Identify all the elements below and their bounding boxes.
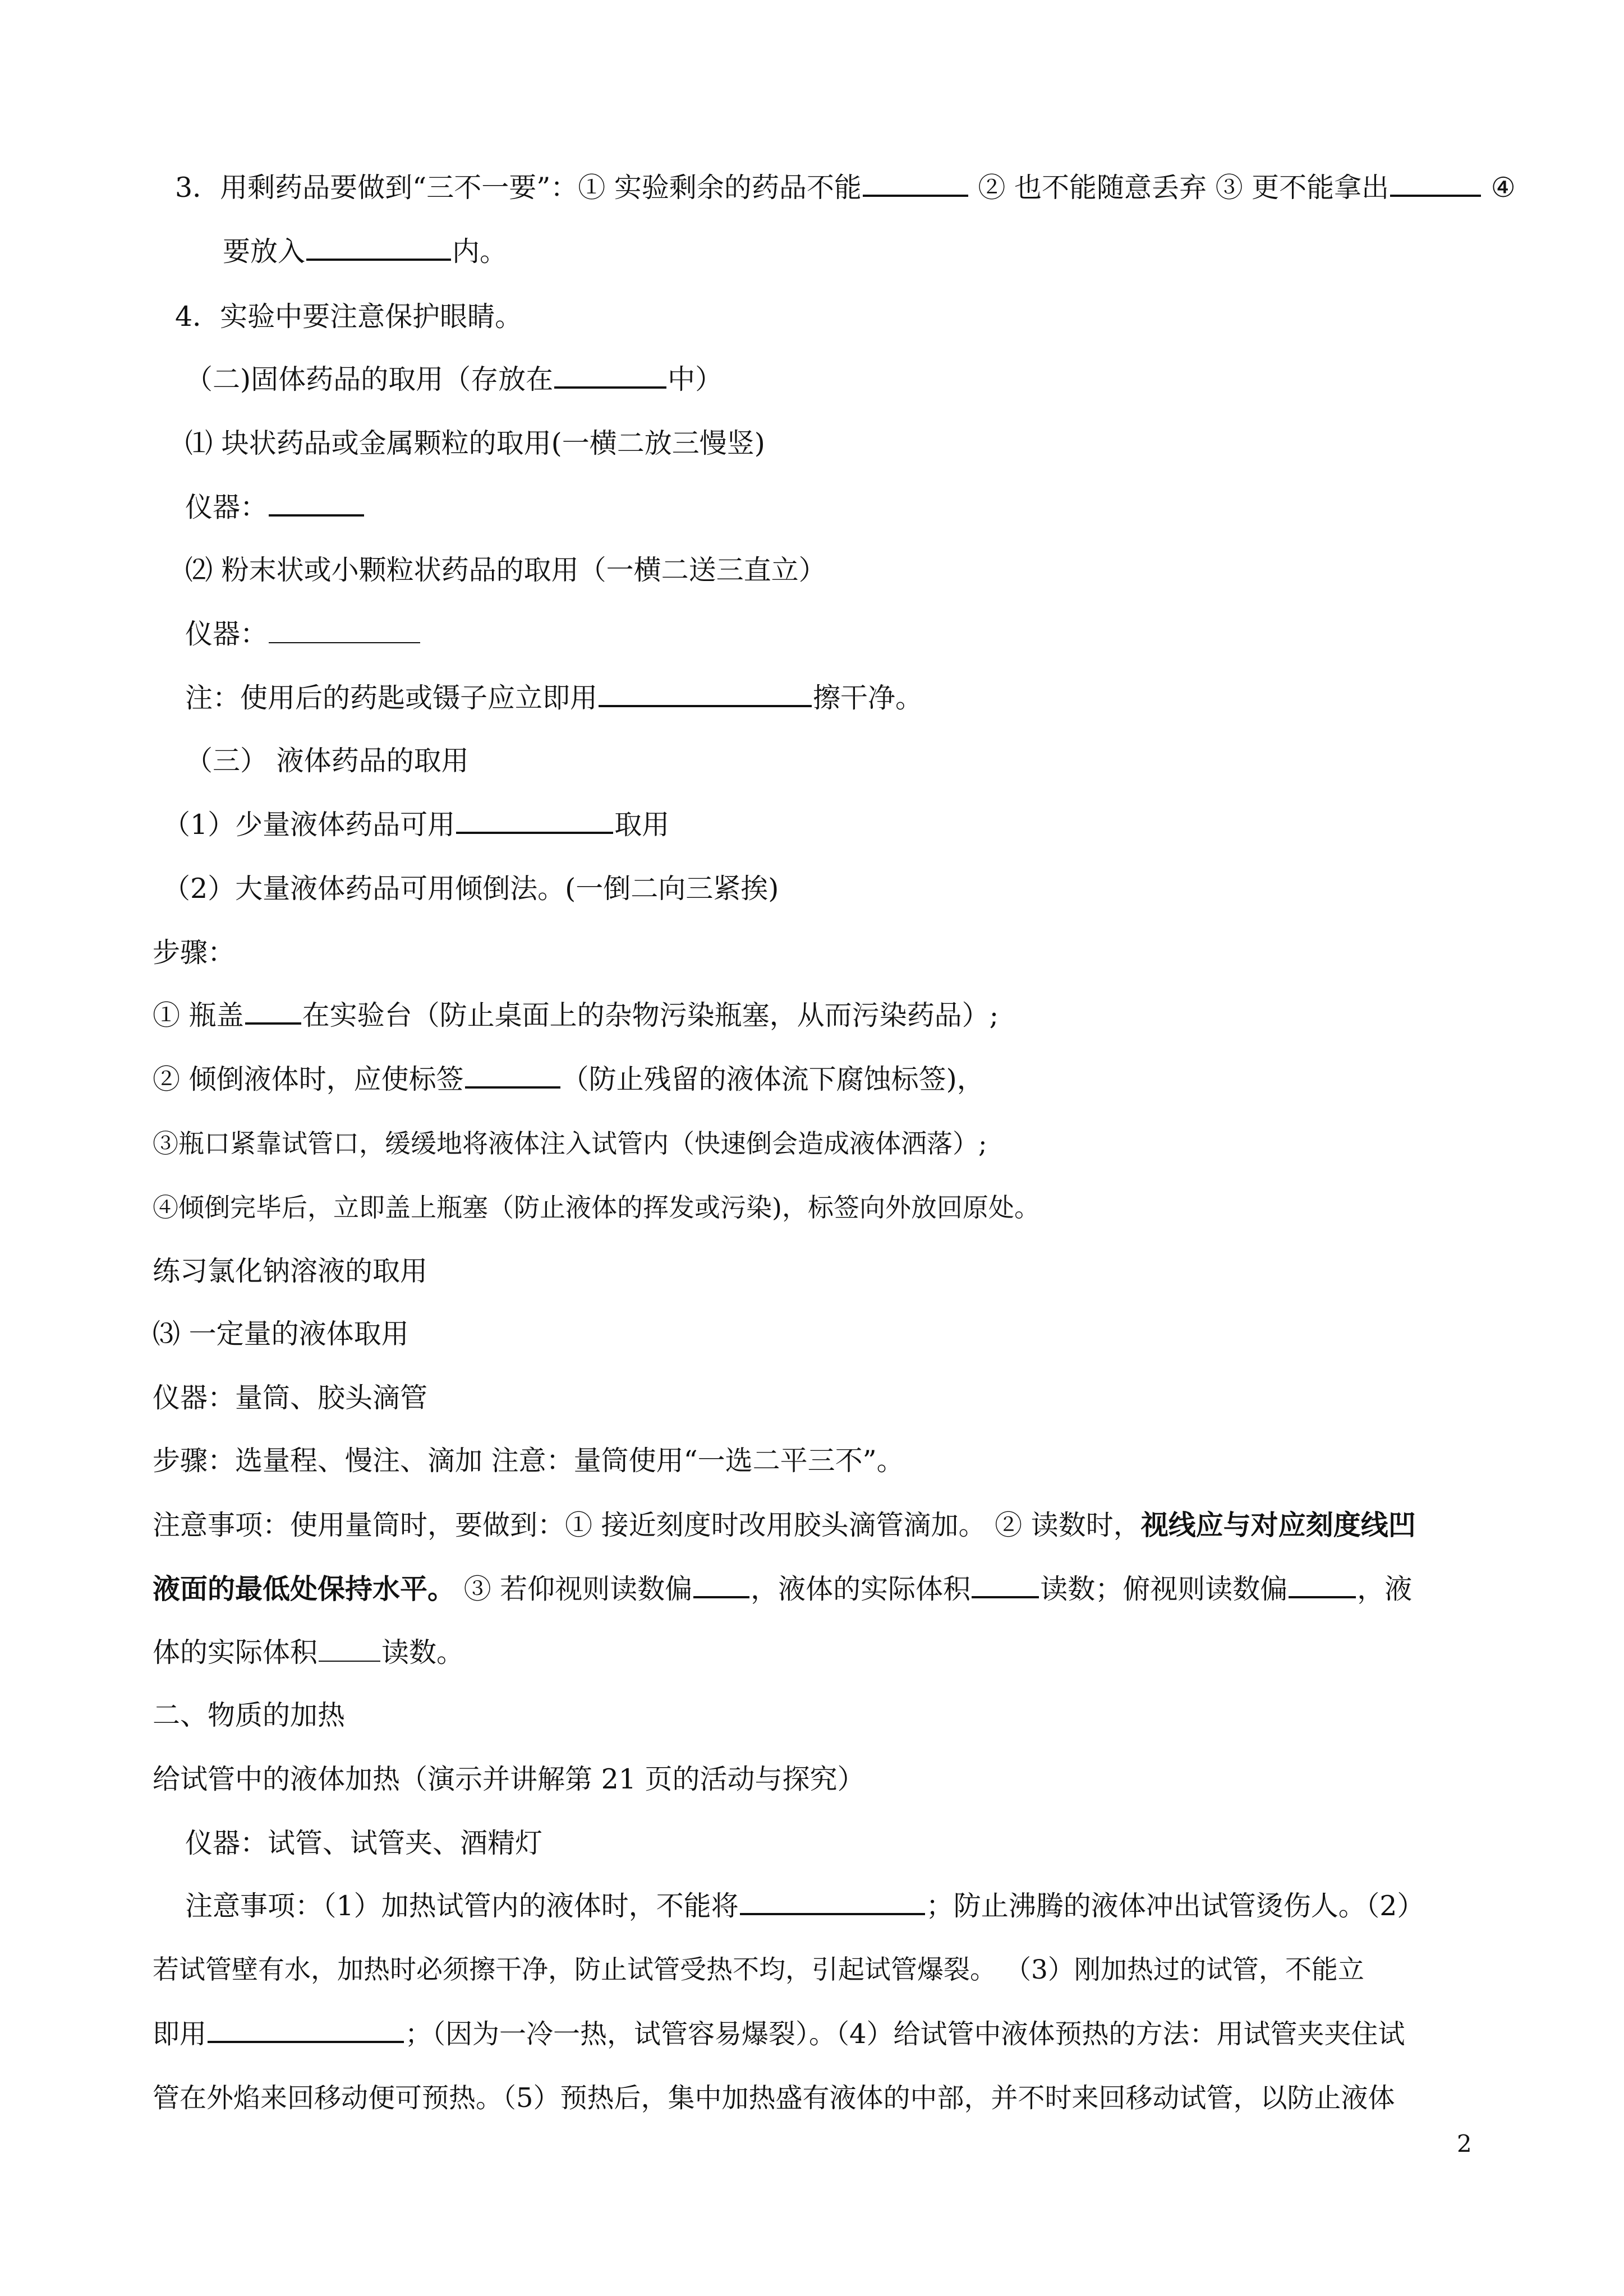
fill-blank xyxy=(465,1061,560,1089)
line-5 xyxy=(185,424,765,463)
text: （1）少量液体药品可用 xyxy=(163,809,456,841)
text: ② 也不能随意丢弃 ③ 更不能拿出 xyxy=(969,172,1390,204)
line-25 xyxy=(153,1696,345,1735)
fill-blank xyxy=(1390,169,1481,197)
line-18 xyxy=(153,1252,427,1291)
text: ③瓶口紧靠试管口，缓缓地将液体注入试管内（快速倒会造成液体洒落）; xyxy=(153,1128,987,1159)
text: 体的实际体积 xyxy=(153,1636,318,1668)
text: ；防止沸腾的液体冲出试管烫伤人。（2） xyxy=(926,1890,1425,1922)
text: （防止残留的液体流下腐蚀标签)， xyxy=(561,1063,984,1095)
page-number: 2 xyxy=(1457,2130,1472,2157)
fill-blank xyxy=(456,806,613,834)
line-9 xyxy=(185,679,923,718)
line-20 xyxy=(153,1378,427,1418)
text: 练习氯化钠溶液的取用 xyxy=(153,1255,428,1287)
text: 注意事项：使用量筒时，要做到：① 接近刻度时改用胶头滴管滴加。 ② 读数时， xyxy=(153,1509,1141,1541)
text: 在实验台（防止桌面上的杂物污染瓶塞，从而污染药品）; xyxy=(302,999,999,1031)
text: 仪器：量筒、胶头滴管 xyxy=(153,1382,428,1414)
fill-blank xyxy=(269,488,364,517)
line-7 xyxy=(185,551,826,590)
text: 取用 xyxy=(614,809,670,841)
bold-text: 视线应与对应刻度线凹 xyxy=(1140,1509,1416,1541)
text: 步骤： xyxy=(153,937,236,969)
line-14 xyxy=(153,996,999,1035)
line-22 xyxy=(153,1505,1416,1545)
text: 仪器：试管、试管夹、酒精灯 xyxy=(185,1827,543,1859)
text: （三） 液体药品的取用 xyxy=(185,745,469,777)
line-24 xyxy=(153,1633,464,1672)
line-16 xyxy=(153,1124,987,1163)
text: ⑵ 粉末状或小颗粒状药品的取用（一横二送三直立） xyxy=(185,554,826,586)
line-4 xyxy=(185,360,723,399)
line-1 xyxy=(175,168,1516,208)
fill-blank xyxy=(693,1570,749,1598)
line-15 xyxy=(153,1060,984,1099)
text: 仪器： xyxy=(185,491,268,523)
text: 注意事项：（1）加热试管内的液体时，不能将 xyxy=(185,1890,739,1922)
text: 要放入 xyxy=(223,236,306,268)
text: 3．用剩药品要做到“三不一要”：① 实验剩余的药品不能 xyxy=(175,172,862,204)
text: ，液 xyxy=(1357,1573,1413,1605)
fill-blank xyxy=(972,1570,1039,1598)
text: 步骤：选量程、慢注、滴加 注意：量筒使用“一选二平三不”。 xyxy=(153,1445,904,1477)
line-12 xyxy=(163,869,779,909)
text: ② 倾倒液体时，应使标签 xyxy=(153,1063,464,1095)
bold-text: 液面的最低处保持水平。 xyxy=(153,1573,456,1605)
fill-blank xyxy=(1289,1570,1356,1598)
line-17 xyxy=(153,1188,1040,1227)
text: 若试管壁有水，加热时必须擦干净，防止试管受热不均，引起试管爆裂。 （3）刚加热过的试管，不能立 xyxy=(153,1954,1364,1985)
line-21 xyxy=(153,1441,904,1481)
text: 管在外焰来回移动便可预热。（5）预热后，集中加热盛有液体的中部，并不时来回移动试管，以防止液体 xyxy=(153,2082,1395,2114)
line-6 xyxy=(185,488,365,527)
line-2 xyxy=(223,232,507,271)
fill-blank xyxy=(306,233,451,261)
fill-blank xyxy=(319,1635,380,1662)
fill-blank xyxy=(740,1887,925,1915)
fill-blank xyxy=(863,169,968,197)
text: 中） xyxy=(668,363,723,395)
text: ；（因为一冷一热，试管容易爆裂）。（4）给试管中液体预热的方法：用试管夹夹住试 xyxy=(405,2018,1405,2050)
line-11 xyxy=(163,805,669,845)
text: ④倾倒完毕后，立即盖上瓶塞（防止液体的挥发或污染)，标签向外放回原处。 xyxy=(153,1192,1040,1223)
text: 擦干净。 xyxy=(813,682,923,714)
fill-blank xyxy=(269,616,420,643)
text: ③ 若仰视则读数偏 xyxy=(455,1573,693,1605)
line-30 xyxy=(153,2014,1405,2054)
text: 4．实验中要注意保护眼睛。 xyxy=(175,301,523,333)
line-19 xyxy=(153,1315,409,1354)
text: 给试管中的液体加热（演示并讲解第 21 页的活动与探究） xyxy=(153,1763,865,1795)
line-13 xyxy=(153,933,235,972)
line-3 xyxy=(175,297,522,336)
line-8 xyxy=(185,615,421,654)
text: ，液体的实际体积 xyxy=(751,1573,971,1605)
fill-blank xyxy=(245,997,301,1025)
line-27 xyxy=(185,1824,542,1863)
line-23 xyxy=(153,1569,1412,1608)
text: ⑶ 一定量的液体取用 xyxy=(153,1318,409,1350)
text: 即用 xyxy=(153,2018,207,2050)
fill-blank xyxy=(208,2015,404,2043)
text: 注：使用后的药匙或镊子应立即用 xyxy=(185,682,598,714)
fill-blank xyxy=(599,679,812,707)
line-28 xyxy=(185,1887,1424,1926)
text: （2）大量液体药品可用倾倒法。(一倒二向三紧挨) xyxy=(163,873,779,905)
text: 二、物质的加热 xyxy=(153,1699,346,1731)
text: 内。 xyxy=(452,236,508,268)
text: 读数；俯视则读数偏 xyxy=(1040,1573,1288,1605)
line-10 xyxy=(185,741,469,781)
text: 仪器： xyxy=(185,618,268,650)
text: ④ xyxy=(1482,172,1516,204)
line-31 xyxy=(153,2078,1395,2118)
line-29 xyxy=(153,1951,1364,1990)
text: 读数。 xyxy=(381,1636,464,1668)
text: （二)固体药品的取用（存放在 xyxy=(185,363,554,395)
text: ① 瓶盖 xyxy=(153,999,244,1031)
line-26 xyxy=(153,1760,865,1799)
fill-blank xyxy=(554,361,666,389)
text: ⑴ 块状药品或金属颗粒的取用(一横二放三慢竖) xyxy=(185,427,765,459)
